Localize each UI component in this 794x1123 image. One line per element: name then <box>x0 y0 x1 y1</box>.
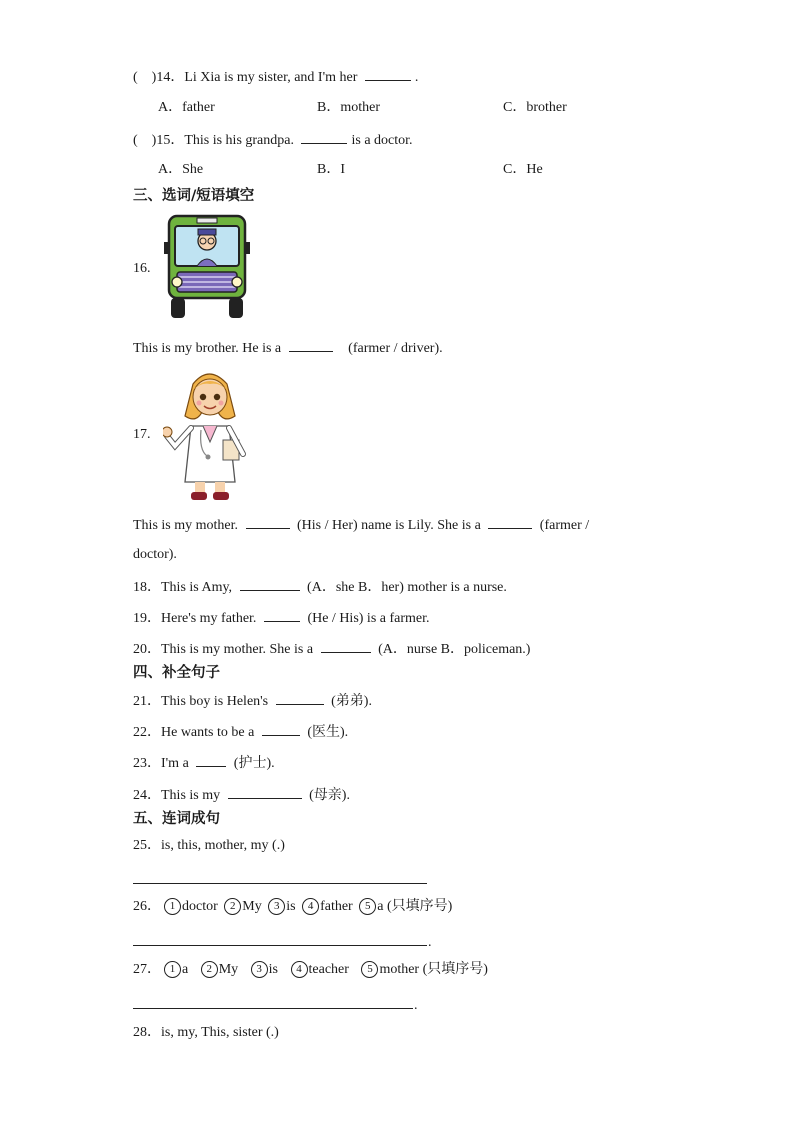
number-circle: 5 <box>359 898 376 915</box>
question-25: 25．is, this, mother, my (.) <box>133 838 285 853</box>
section-heading-3: 三、选词/短语填空 <box>133 188 255 204</box>
question-16: This is my brother. He is a (farmer / driver). <box>133 337 443 359</box>
question-17: This is my mother. (His / Her) name is Lily. She is a (farmer / <box>133 514 589 536</box>
question-22: 22．He wants to be a (医生). <box>133 721 348 743</box>
option-a[interactable]: A．father <box>158 100 215 115</box>
question-20: 20．This is my mother. She is a (A．nurse B．policeman.) <box>133 638 530 660</box>
woman-doctor-image <box>163 364 255 504</box>
question-16-number: 16. <box>133 261 151 276</box>
answer-blank[interactable] <box>301 129 347 144</box>
answer-blank[interactable] <box>276 690 324 705</box>
answer-line[interactable] <box>133 883 427 884</box>
question-26: 26． 1 doctor 2 My 3 is 4 father 5 a (只填序号) <box>133 899 453 914</box>
answer-blank[interactable] <box>365 66 411 81</box>
question-23: 23．I'm a (护士). <box>133 752 275 774</box>
answer-paren[interactable]: ( ) <box>133 70 157 85</box>
question-21: 21．This boy is Helen's (弟弟). <box>133 690 372 712</box>
answer-paren[interactable]: ( ) <box>133 133 157 148</box>
question-28: 28．is, my, This, sister (.) <box>133 1025 279 1040</box>
number-circle: 1 <box>164 961 181 978</box>
option-c[interactable]: C．brother <box>503 100 567 115</box>
number-circle: 4 <box>302 898 319 915</box>
question-24: 24．This is my (母亲). <box>133 784 350 806</box>
option-c[interactable]: C．He <box>503 162 543 177</box>
question-19: 19．Here's my father. (He / His) is a farmer. <box>133 607 430 629</box>
number-circle: 2 <box>224 898 241 915</box>
answer-blank[interactable] <box>289 337 333 352</box>
answer-blank[interactable] <box>262 721 300 736</box>
answer-blank[interactable] <box>246 514 290 529</box>
number-circle: 3 <box>251 961 268 978</box>
number-circle: 2 <box>201 961 218 978</box>
option-b[interactable]: B．I <box>317 162 345 177</box>
answer-blank[interactable] <box>488 514 532 529</box>
question-17-number: 17. <box>133 427 151 442</box>
answer-line[interactable] <box>133 945 427 946</box>
bus-driver-image <box>163 212 251 324</box>
answer-blank[interactable] <box>196 752 226 767</box>
section-heading-5: 五、连词成句 <box>133 811 220 827</box>
question-14: ( )14．Li Xia is my sister, and I'm her . <box>133 66 418 88</box>
number-circle: 3 <box>268 898 285 915</box>
number-circle: 4 <box>291 961 308 978</box>
option-b[interactable]: B．mother <box>317 100 380 115</box>
section-heading-4: 四、补全句子 <box>133 665 220 681</box>
answer-blank[interactable] <box>264 607 300 622</box>
question-27: 27． 1 a 2 My 3 is 4 teacher 5 mother (只填序号) <box>133 962 488 977</box>
number-circle: 5 <box>361 961 378 978</box>
answer-blank[interactable] <box>228 784 302 799</box>
number-circle: 1 <box>164 898 181 915</box>
question-18: 18．This is Amy, (A．she B．her) mother is a nurse. <box>133 576 507 598</box>
answer-blank[interactable] <box>321 638 371 653</box>
answer-blank[interactable] <box>240 576 300 591</box>
question-15: ( )15．This is his grandpa. is a doctor. <box>133 129 413 151</box>
question-17-continued: doctor). <box>133 547 177 562</box>
option-a[interactable]: A．She <box>158 162 204 177</box>
answer-line[interactable] <box>133 1008 413 1009</box>
